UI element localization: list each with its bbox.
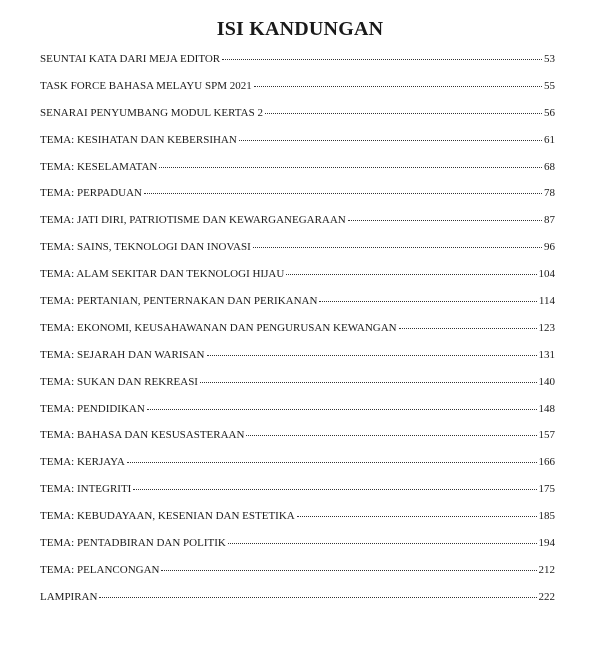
- dot-leader: [297, 516, 537, 517]
- toc-entry-page: 114: [538, 295, 555, 308]
- toc-list: [40, 52, 555, 617]
- toc-entry-label: TEMA: PENTADBIRAN DAN POLITIK: [40, 537, 226, 550]
- dot-leader: [144, 193, 542, 194]
- dot-leader: [265, 113, 542, 114]
- toc-entry-page: 212: [538, 563, 555, 576]
- dot-leader: [254, 86, 542, 87]
- toc-entry-page: 140: [538, 375, 555, 388]
- toc-entry-label: TEMA: KESIHATAN DAN KEBERSIHAN: [40, 133, 237, 146]
- toc-entry-label: TEMA: KESELAMATAN: [40, 160, 158, 173]
- toc-entry-page: 61: [544, 133, 555, 146]
- toc-entry: [40, 79, 555, 106]
- dot-leader: [319, 301, 536, 302]
- toc-entry: [40, 428, 555, 455]
- toc-entry-page: 194: [538, 537, 555, 550]
- toc-entry: [40, 240, 555, 267]
- toc-entry-page: 55: [544, 79, 555, 92]
- page-title: ISI KANDUNGAN: [216, 18, 384, 40]
- dot-leader: [127, 462, 537, 463]
- toc-entry-page: 157: [538, 429, 555, 442]
- toc-entry-label: TEMA: SUKAN DAN REKREASI: [40, 375, 198, 388]
- toc-entry-label: TEMA: PENDIDIKAN: [40, 402, 145, 415]
- toc-entry-label: TEMA: PERTANIAN, PENTERNAKAN DAN PERIKANAN: [40, 295, 318, 308]
- dot-leader: [133, 489, 536, 490]
- dot-leader: [228, 543, 537, 544]
- toc-entry-page: 166: [538, 456, 555, 469]
- toc-entry: [40, 294, 555, 321]
- toc-entry: [40, 563, 555, 590]
- toc-entry: [40, 267, 555, 294]
- toc-entry: [40, 186, 555, 213]
- toc-entry-label: LAMPIRAN: [40, 590, 98, 603]
- toc-entry-page: 175: [538, 483, 555, 496]
- toc-entry-page: 68: [544, 160, 555, 173]
- toc-entry: [40, 375, 555, 402]
- toc-entry-label: SEUNTAI KATA DARI MEJA EDITOR: [40, 53, 221, 65]
- dot-leader: [161, 570, 536, 571]
- dot-leader: [286, 274, 536, 275]
- toc-entry: [40, 106, 555, 133]
- toc-entry-page: 96: [544, 241, 555, 254]
- toc-entry-page: 123: [538, 321, 555, 334]
- toc-entry-label: TEMA: ALAM SEKITAR DAN TEKNOLOGI HIJAU: [40, 268, 285, 281]
- toc-entry-label: TEMA: EKONOMI, KEUSAHAWANAN DAN PENGURUSAN KEWANGAN: [40, 321, 397, 334]
- dot-leader: [207, 355, 537, 356]
- toc-entry-page: 131: [538, 348, 555, 361]
- toc-entry-page: 78: [544, 187, 555, 200]
- toc-entry-label: TEMA: INTEGRITI: [40, 483, 132, 496]
- toc-entry: [40, 590, 555, 617]
- toc-entry: [40, 160, 555, 187]
- toc-entry-label: TEMA: KEBUDAYAAN, KESENIAN DAN ESTETIKA: [40, 510, 295, 523]
- toc-entry: [40, 52, 555, 79]
- dot-leader: [239, 140, 542, 141]
- toc-entry-page: 87: [544, 214, 555, 227]
- toc-entry: [40, 536, 555, 563]
- toc-entry: [40, 455, 555, 482]
- toc-entry-label: TASK FORCE BAHASA MELAYU SPM 2021: [40, 79, 252, 92]
- toc-entry-page: 53: [544, 53, 555, 65]
- dot-leader: [147, 409, 537, 410]
- dot-leader: [222, 59, 542, 60]
- toc-entry-label: TEMA: BAHASA DAN KESUSASTERAAN: [40, 429, 245, 442]
- toc-entry: [40, 509, 555, 536]
- toc-entry-page: 222: [538, 590, 555, 603]
- toc-entry-page: 104: [538, 268, 555, 281]
- toc-entry: [40, 402, 555, 429]
- toc-entry-label: TEMA: SAINS, TEKNOLOGI DAN INOVASI: [40, 241, 251, 254]
- dot-leader: [253, 247, 542, 248]
- toc-entry: [40, 213, 555, 240]
- toc-entry: [40, 133, 555, 160]
- toc-entry-label: TEMA: PELANCONGAN: [40, 563, 160, 576]
- dot-leader: [99, 597, 536, 598]
- toc-entry-page: 185: [538, 510, 555, 523]
- dot-leader: [159, 167, 542, 168]
- toc-entry-label: TEMA: PERPADUAN: [40, 187, 142, 200]
- toc-entry-label: TEMA: JATI DIRI, PATRIOTISME DAN KEWARGANEGARAAN: [40, 214, 346, 227]
- toc-entry: [40, 482, 555, 509]
- dot-leader: [348, 220, 542, 221]
- toc-entry-label: SENARAI PENYUMBANG MODUL KERTAS 2: [40, 106, 263, 119]
- toc-entry-label: TEMA: KERJAYA: [40, 456, 125, 469]
- toc-entry-page: 56: [544, 106, 555, 119]
- toc-entry-page: 148: [538, 402, 555, 415]
- dot-leader: [200, 382, 537, 383]
- toc-entry-label: TEMA: SEJARAH DAN WARISAN: [40, 348, 205, 361]
- toc-entry: [40, 348, 555, 375]
- dot-leader: [246, 435, 536, 436]
- dot-leader: [399, 328, 537, 329]
- toc-entry: [40, 321, 555, 348]
